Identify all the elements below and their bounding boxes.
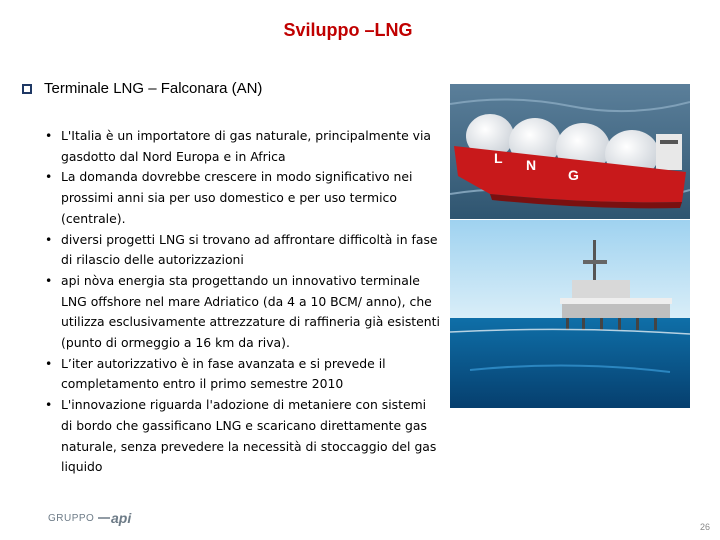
bullet-item: • L'innovazione riguarda l'adozione di metaniere con sistemi di bordo che gassificano LNG e scaricano direttamente gas naturale, senza prevedere la necessità di stoccaggio del gas liquido [44,395,440,478]
section-heading-text: Terminale LNG – Falconara (AN) [44,80,263,97]
bullet-item: • La domanda dovrebbe crescere in modo significativo nei prossimi anni sia per uso domestico e per uso termico (centrale). [44,167,440,229]
logo-brand: api [111,510,132,526]
api-logo-icon [98,510,138,526]
bullet-item: • diversi progetti LNG si trovano ad affrontare difficoltà in fase di rilascio delle autorizzazioni [44,230,440,271]
page-number: 26 [699,522,710,532]
ship-letter-n: N [526,157,537,173]
company-logo [48,510,138,526]
section-heading [22,80,262,97]
ship-letter-g: G [568,167,579,183]
bullet-list [44,126,440,478]
ship-letter-l: L [494,150,503,166]
bullet-item: • api nòva energia sta progettando un innovativo terminale LNG offshore nel mare Adriatico (da 4 a 10 BCM/ anno), che utilizza esclusivamente attrezzature di raffineria già esistenti (punto di ormeggio a 16 km da riva). [44,271,440,354]
slide-title: Sviluppo –LNG [283,20,413,40]
square-bullet-icon [22,84,32,94]
logo-prefix: GRUPPO [48,512,95,524]
bullet-item: • L’iter autorizzativo è in fase avanzata e si prevede il completamento entro il primo semestre 2010 [44,354,440,395]
offshore-platform-photo [450,220,690,408]
bullet-item: • L'Italia è un importatore di gas naturale, principalmente via gasdotto dal Nord Europa e in Africa [44,126,440,167]
lng-tanker-photo [450,84,690,219]
